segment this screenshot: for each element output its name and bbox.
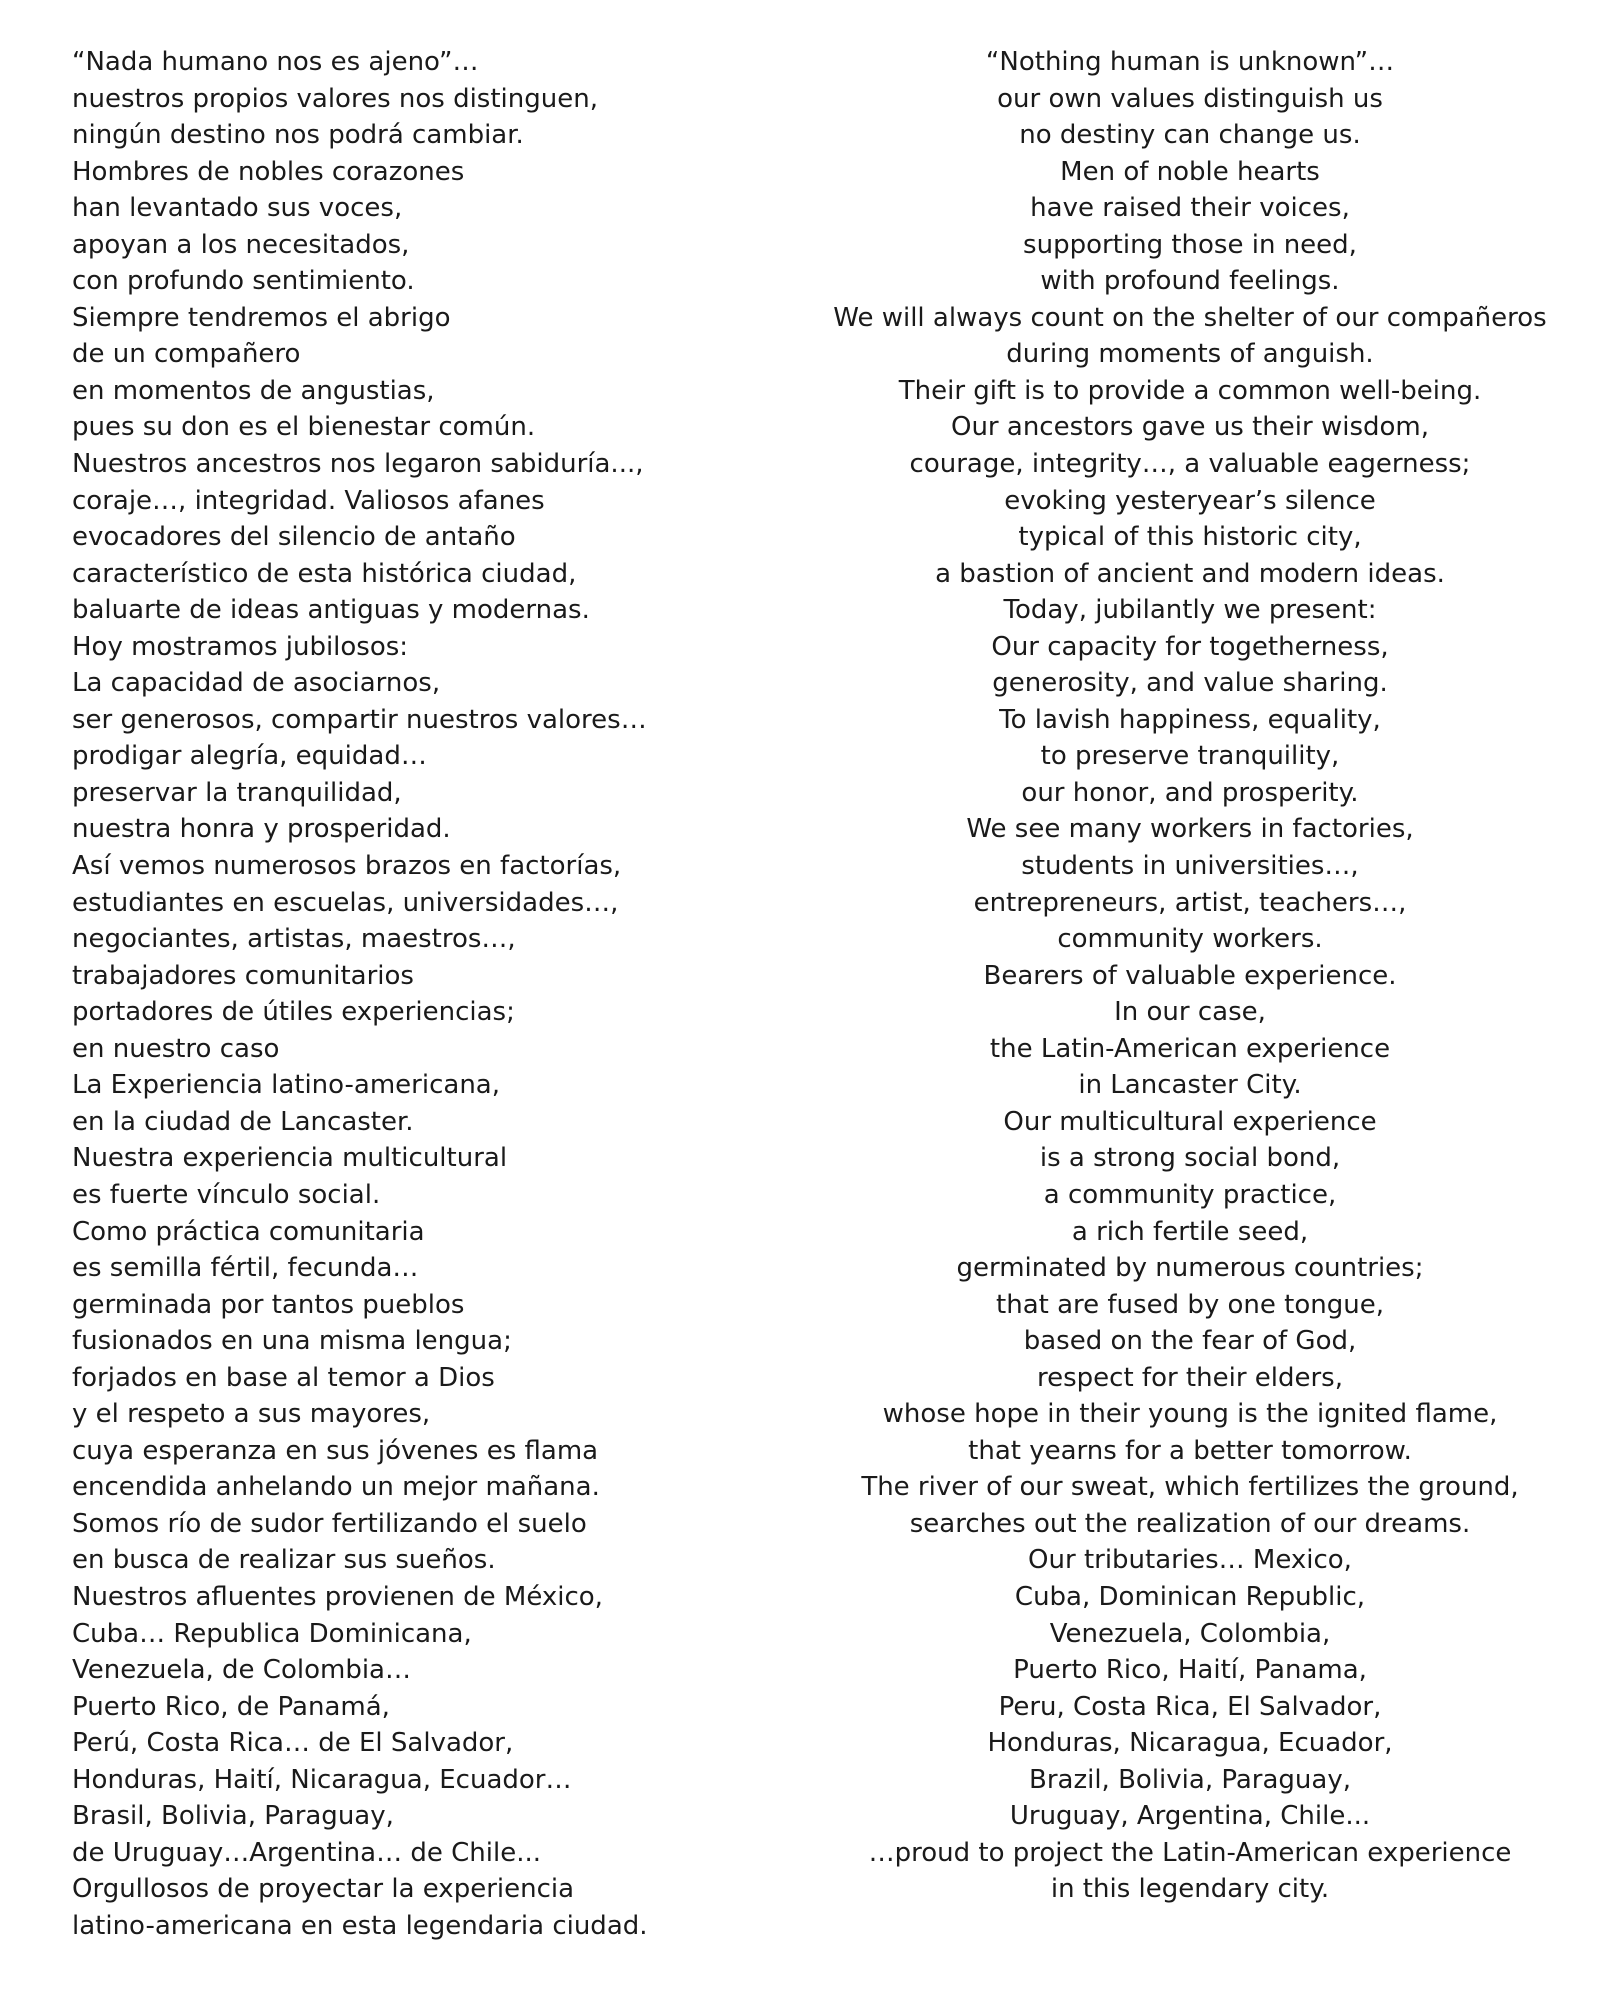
- poem-line: en momentos de angustias,: [72, 375, 435, 406]
- poem-line: Today, jubilantly we present:: [1003, 595, 1377, 626]
- poem-line: Así vemos numerosos brazos en factorías,: [72, 851, 622, 882]
- poem-line: the Latin-American experience: [989, 1033, 1391, 1064]
- poem-line: Uruguay, Argentina, Chile...: [1009, 1801, 1371, 1832]
- poem-line: Somos río de sudor fertilizando el suelo: [72, 1508, 587, 1539]
- poem-line: a rich fertile seed,: [1071, 1216, 1309, 1247]
- poem-line: a bastion of ancient and modern ideas.: [935, 558, 1445, 589]
- poem-line: We see many workers in factories,: [966, 814, 1414, 845]
- poem-line: have raised their voices,: [1030, 193, 1350, 224]
- poem-line: negociantes, artistas, maestros…,: [72, 924, 516, 955]
- poem-line: that yearns for a better tomorrow.: [968, 1435, 1412, 1466]
- poem-line: based on the fear of God,: [1023, 1326, 1357, 1357]
- poem-line: Nuestros ancestros nos legaron sabiduría...,: [72, 449, 644, 480]
- poem-line: Puerto Rico, de Panamá,: [72, 1691, 390, 1722]
- poem-line: es fuerte vínculo social.: [72, 1179, 381, 1210]
- poem-line: nuestros propios valores nos distinguen,: [72, 83, 598, 114]
- poem-line: that are fused by one tongue,: [996, 1289, 1384, 1320]
- poem-line: y el respeto a sus mayores,: [72, 1399, 431, 1430]
- poem-line: encendida anhelando un mejor mañana.: [72, 1472, 600, 1503]
- poem-line: Perú, Costa Rica… de El Salvador,: [72, 1728, 514, 1759]
- poem-line: Nuestra experiencia multicultural: [72, 1143, 508, 1174]
- poem-line: with profound feelings.: [1040, 266, 1340, 297]
- poem-line: generosity, and value sharing.: [992, 668, 1388, 699]
- poem-line: Nuestros afluentes provienen de México,: [72, 1581, 603, 1612]
- poem-line: courage, integrity…, a valuable eagerness;: [909, 449, 1471, 480]
- poem-line: Our tributaries… Mexico,: [1028, 1545, 1352, 1576]
- poem-line: Venezuela, de Colombia…: [72, 1655, 411, 1686]
- poem-line: searches out the realization of our dreams.: [909, 1508, 1471, 1539]
- poem-line: We will always count on the shelter of our compañeros: [833, 302, 1547, 333]
- poem-line: en nuestro caso: [72, 1033, 280, 1064]
- poem-line: respect for their elders,: [1037, 1362, 1343, 1393]
- poem-line: Orgullosos de proyectar la experiencia: [72, 1874, 575, 1905]
- poem-line: han levantado sus voces,: [72, 193, 403, 224]
- poem-line: evoking yesteryear’s silence: [1004, 485, 1376, 516]
- poem-line: “Nada humano nos es ajeno”…: [72, 47, 479, 77]
- poem-line: latino-americana en esta legendaria ciudad.: [72, 1910, 648, 1941]
- poem-line: “Nothing human is unknown”…: [985, 47, 1395, 77]
- poem-line: evocadores del silencio de antaño: [72, 522, 516, 553]
- poem-line: trabajadores comunitarios: [72, 960, 414, 991]
- spanish-poem-column: [72, 44, 712, 1944]
- poem-line: Honduras, Haití, Nicaragua, Ecuador…: [72, 1764, 572, 1795]
- poem-line: during moments of anguish.: [1006, 339, 1374, 370]
- poem-line: La capacidad de asociarnos,: [72, 668, 441, 699]
- poem-line: typical of this historic city,: [1018, 522, 1362, 553]
- poem-line: entrepreneurs, artist, teachers…,: [973, 887, 1407, 918]
- poem-line: in this legendary city.: [1050, 1874, 1330, 1905]
- poem-line: apoyan a los necesitados,: [72, 229, 410, 260]
- poem-line: baluarte de ideas antiguas y modernas.: [72, 595, 590, 626]
- poem-line: en la ciudad de Lancaster.: [72, 1106, 414, 1137]
- poem-line: Cuba… Republica Dominicana,: [72, 1618, 472, 1649]
- english-poem-column: [810, 44, 1570, 1908]
- poem-line: Cuba, Dominican Republic,: [1014, 1581, 1366, 1612]
- poem-line: ningún destino nos podrá cambiar.: [72, 120, 524, 151]
- poem-line: Venezuela, Colombia,: [1049, 1618, 1331, 1649]
- poem-line: de Uruguay…Argentina… de Chile...: [72, 1837, 541, 1868]
- poem-line: our honor, and prosperity.: [1021, 777, 1359, 808]
- poem-line: Como práctica comunitaria: [72, 1216, 425, 1247]
- poem-line: whose hope in their young is the ignited flame,: [882, 1399, 1498, 1430]
- poem-line: Hombres de nobles corazones: [72, 156, 465, 187]
- poem-line: Siempre tendremos el abrigo: [72, 302, 451, 333]
- poem-line: con profundo sentimiento.: [72, 266, 415, 297]
- poem-line: estudiantes en escuelas, universidades…,: [72, 887, 619, 918]
- poem-line: students in universities…,: [1021, 851, 1359, 882]
- poem-line: germinada por tantos pueblos: [72, 1289, 465, 1320]
- poem-line: germinated by numerous countries;: [956, 1253, 1424, 1284]
- poem-line: Honduras, Nicaragua, Ecuador,: [987, 1728, 1393, 1759]
- poem-line: to preserve tranquility,: [1040, 741, 1340, 772]
- poem-line: Our multicultural experience: [1003, 1106, 1377, 1137]
- poem-line: Our ancestors gave us their wisdom,: [950, 412, 1429, 443]
- poem-line: fusionados en una misma lengua;: [72, 1326, 512, 1357]
- poem-line: Hoy mostramos jubilosos:: [72, 631, 409, 662]
- poem-line: pues su don es el bienestar común.: [72, 412, 536, 443]
- poem-line: preservar la tranquilidad,: [72, 777, 402, 808]
- poem-line: in Lancaster City.: [1078, 1070, 1302, 1101]
- poem-line: ser generosos, compartir nuestros valores…: [72, 704, 647, 735]
- poem-line: Brazil, Bolivia, Paraguay,: [1029, 1764, 1351, 1795]
- poem-line: portadores de útiles experiencias;: [72, 997, 515, 1028]
- poem-line: nuestra honra y prosperidad.: [72, 814, 451, 845]
- poem-line: supporting those in need,: [1023, 229, 1357, 260]
- poem-line: Peru, Costa Rica, El Salvador,: [998, 1691, 1382, 1722]
- poem-line: is a strong social bond,: [1039, 1143, 1341, 1174]
- poem-line: Our capacity for togetherness,: [991, 631, 1389, 662]
- poem-line: To lavish happiness, equality,: [999, 704, 1381, 735]
- poem-line: no destiny can change us.: [1019, 120, 1361, 151]
- poem-line: The river of our sweat, which fertilizes the ground,: [861, 1472, 1519, 1503]
- poem-line: forjados en base al temor a Dios: [72, 1362, 495, 1393]
- poem-line: coraje…, integridad. Valiosos afanes: [72, 485, 545, 516]
- poem-line: característico de esta histórica ciudad,: [72, 558, 577, 589]
- poem-line: Brasil, Bolivia, Paraguay,: [72, 1801, 394, 1832]
- poem-line: de un compañero: [72, 339, 301, 370]
- poem-line: In our case,: [1114, 997, 1266, 1028]
- poem-line: es semilla fértil, fecunda…: [72, 1253, 419, 1284]
- poem-line: cuya esperanza en sus jóvenes es flama: [72, 1435, 599, 1466]
- poem-line: …proud to project the Latin-American experience: [868, 1837, 1512, 1868]
- poem-line: Men of noble hearts: [1060, 156, 1320, 187]
- poem-line: La Experiencia latino-americana,: [72, 1070, 500, 1101]
- poem-line: community workers.: [1057, 924, 1323, 955]
- poem-line: prodigar alegría, equidad…: [72, 741, 427, 772]
- poem-line: our own values distinguish us: [997, 83, 1383, 114]
- poem-line: en busca de realizar sus sueños.: [72, 1545, 496, 1576]
- poem-line: Puerto Rico, Haití, Panama,: [1013, 1655, 1367, 1686]
- poem-line: Bearers of valuable experience.: [983, 960, 1397, 991]
- poem-line: Their gift is to provide a common well-being.: [898, 375, 1482, 406]
- poem-line: a community practice,: [1043, 1179, 1337, 1210]
